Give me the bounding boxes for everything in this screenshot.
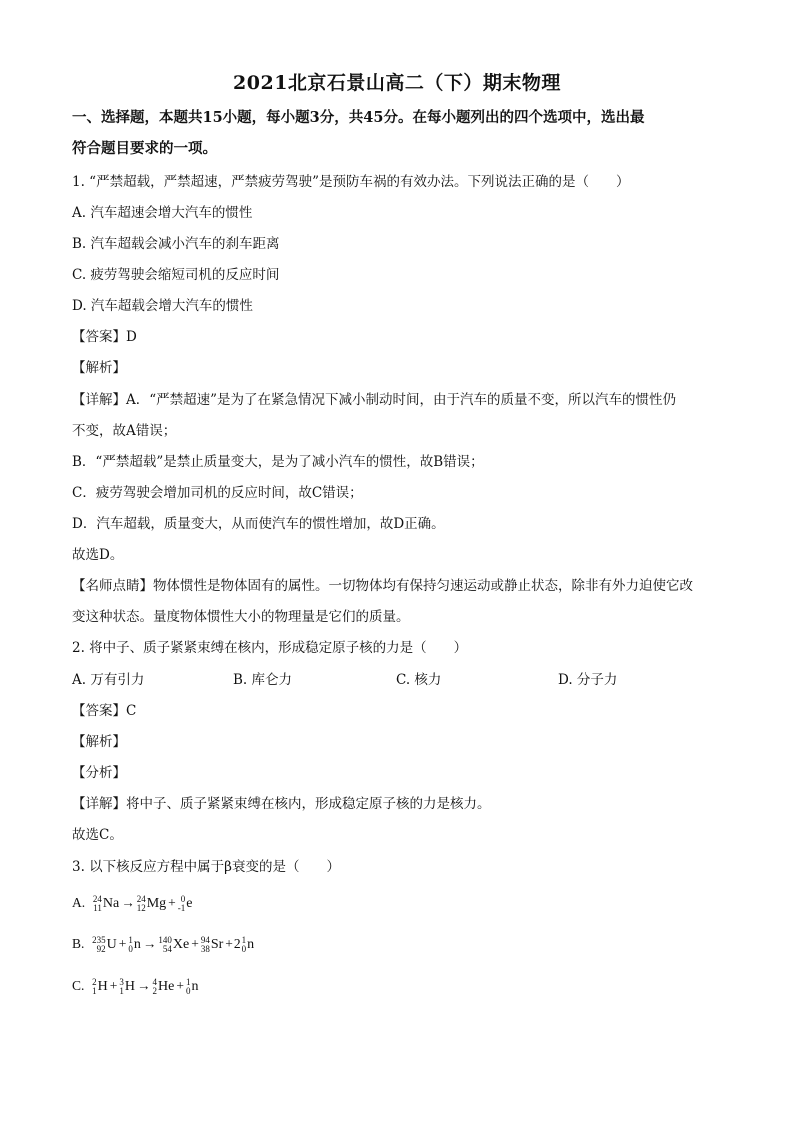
q1-choose: 故选D。 xyxy=(72,547,124,563)
q1-analysis-label: 【解析】 xyxy=(72,360,126,376)
q1-detail-line5: D．汽车超载，质量变大，从而使汽车的惯性增加，故D正确。 xyxy=(72,516,445,532)
q1-answer: 【答案】D xyxy=(72,329,137,345)
nuclide: 2 1 H xyxy=(92,976,108,996)
q2-option-b: B. 库仑力 xyxy=(233,672,293,688)
q2-option-a: A. 万有引力 xyxy=(72,672,145,688)
q2-option-c: C. 核力 xyxy=(396,672,442,688)
nuclide: 0 -1 e xyxy=(177,893,193,913)
q1-tip-line1: 【名师点睛】物体惯性是物体固有的属性。一切物体均有保持匀速运动或静止状态，除非有外力迫使它改 xyxy=(72,578,693,594)
q3-option-a-label: A. xyxy=(72,895,86,910)
page-title: 2021北京石景山高二（下）期末物理 xyxy=(233,72,561,94)
q3-option-b-equation: B. 235 92 U + 1 0 n → 140 54 Xe + 94 38 Sr +2 1 0 n xyxy=(72,934,255,954)
q1-detail-line4: C．疲劳驾驶会增加司机的反应时间，故C错误； xyxy=(72,485,363,501)
nuclide: 1 0 n xyxy=(128,934,141,954)
section-heading-line1: 一、选择题，本题共15小题，每小题3分，共45分。在每小题列出的四个选项中，选出最 xyxy=(72,109,645,126)
q3-option-c-equation: C. 2 1 H + 3 1 H → 4 2 He + 1 0 n xyxy=(72,976,199,996)
section-heading-line2: 符合题目要求的一项。 xyxy=(72,140,217,157)
q2-detail: 【详解】将中子、质子紧紧束缚在核内，形成稳定原子核的力是核力。 xyxy=(72,796,491,812)
q2-answer: 【答案】C xyxy=(72,703,137,719)
q1-tip-line2: 变这种状态。量度物体惯性大小的物理量是它们的质量。 xyxy=(72,609,410,625)
nuclide: 24 11 Na xyxy=(92,893,120,913)
nuclide: 140 54 Xe xyxy=(158,934,190,954)
nuclide: 94 38 Sr xyxy=(200,934,224,954)
q1-detail-line1: 【详解】A．“严禁超速”是为了在紧急情况下减小制动时间，由于汽车的质量不变，所以汽车的惯性仍 xyxy=(72,392,677,408)
q2-stem: 2. 将中子、质子紧紧束缚在核内，形成稳定原子核的力是（ ） xyxy=(72,640,468,656)
q2-analysis-label: 【解析】 xyxy=(72,734,126,750)
nuclide: 1 0 n xyxy=(185,976,199,996)
nuclide: 4 2 He xyxy=(152,976,175,996)
q1-detail-line3: B．“严禁超载”是禁止质量变大，是为了减小汽车的惯性，故B错误； xyxy=(72,454,484,470)
nuclide: 3 1 H xyxy=(119,976,136,996)
nuclide: 1 0 n xyxy=(241,934,255,954)
q1-option-d: D. 汽车超载会增大汽车的惯性 xyxy=(72,298,253,314)
q3-option-b-label: B. xyxy=(72,936,85,951)
q3-option-c-label: C. xyxy=(72,978,85,993)
q3-stem: 3. 以下核反应方程中属于β衰变的是（ ） xyxy=(72,859,340,875)
q1-option-c: C. 疲劳驾驶会缩短司机的反应时间 xyxy=(72,267,280,283)
q1-option-b: B. 汽车超载会减小汽车的刹车距离 xyxy=(72,236,280,252)
q1-stem: 1. “严禁超载，严禁超速，严禁疲劳驾驶”是预防车祸的有效办法。下列说法正确的是（ ） xyxy=(72,174,630,190)
q2-choose: 故选C。 xyxy=(72,827,123,843)
q2-option-d: D. 分子力 xyxy=(558,672,618,688)
q2-fenxi-label: 【分析】 xyxy=(72,765,126,781)
q1-detail-line2: 不变，故A错误； xyxy=(72,423,177,439)
q1-option-a: A. 汽车超速会增大汽车的惯性 xyxy=(72,205,253,221)
q3-option-a-equation: A. 24 11 Na → 24 12 Mg + 0 -1 e xyxy=(72,893,193,913)
nuclide: 235 92 U xyxy=(92,934,117,954)
nuclide: 24 12 Mg xyxy=(136,893,167,913)
